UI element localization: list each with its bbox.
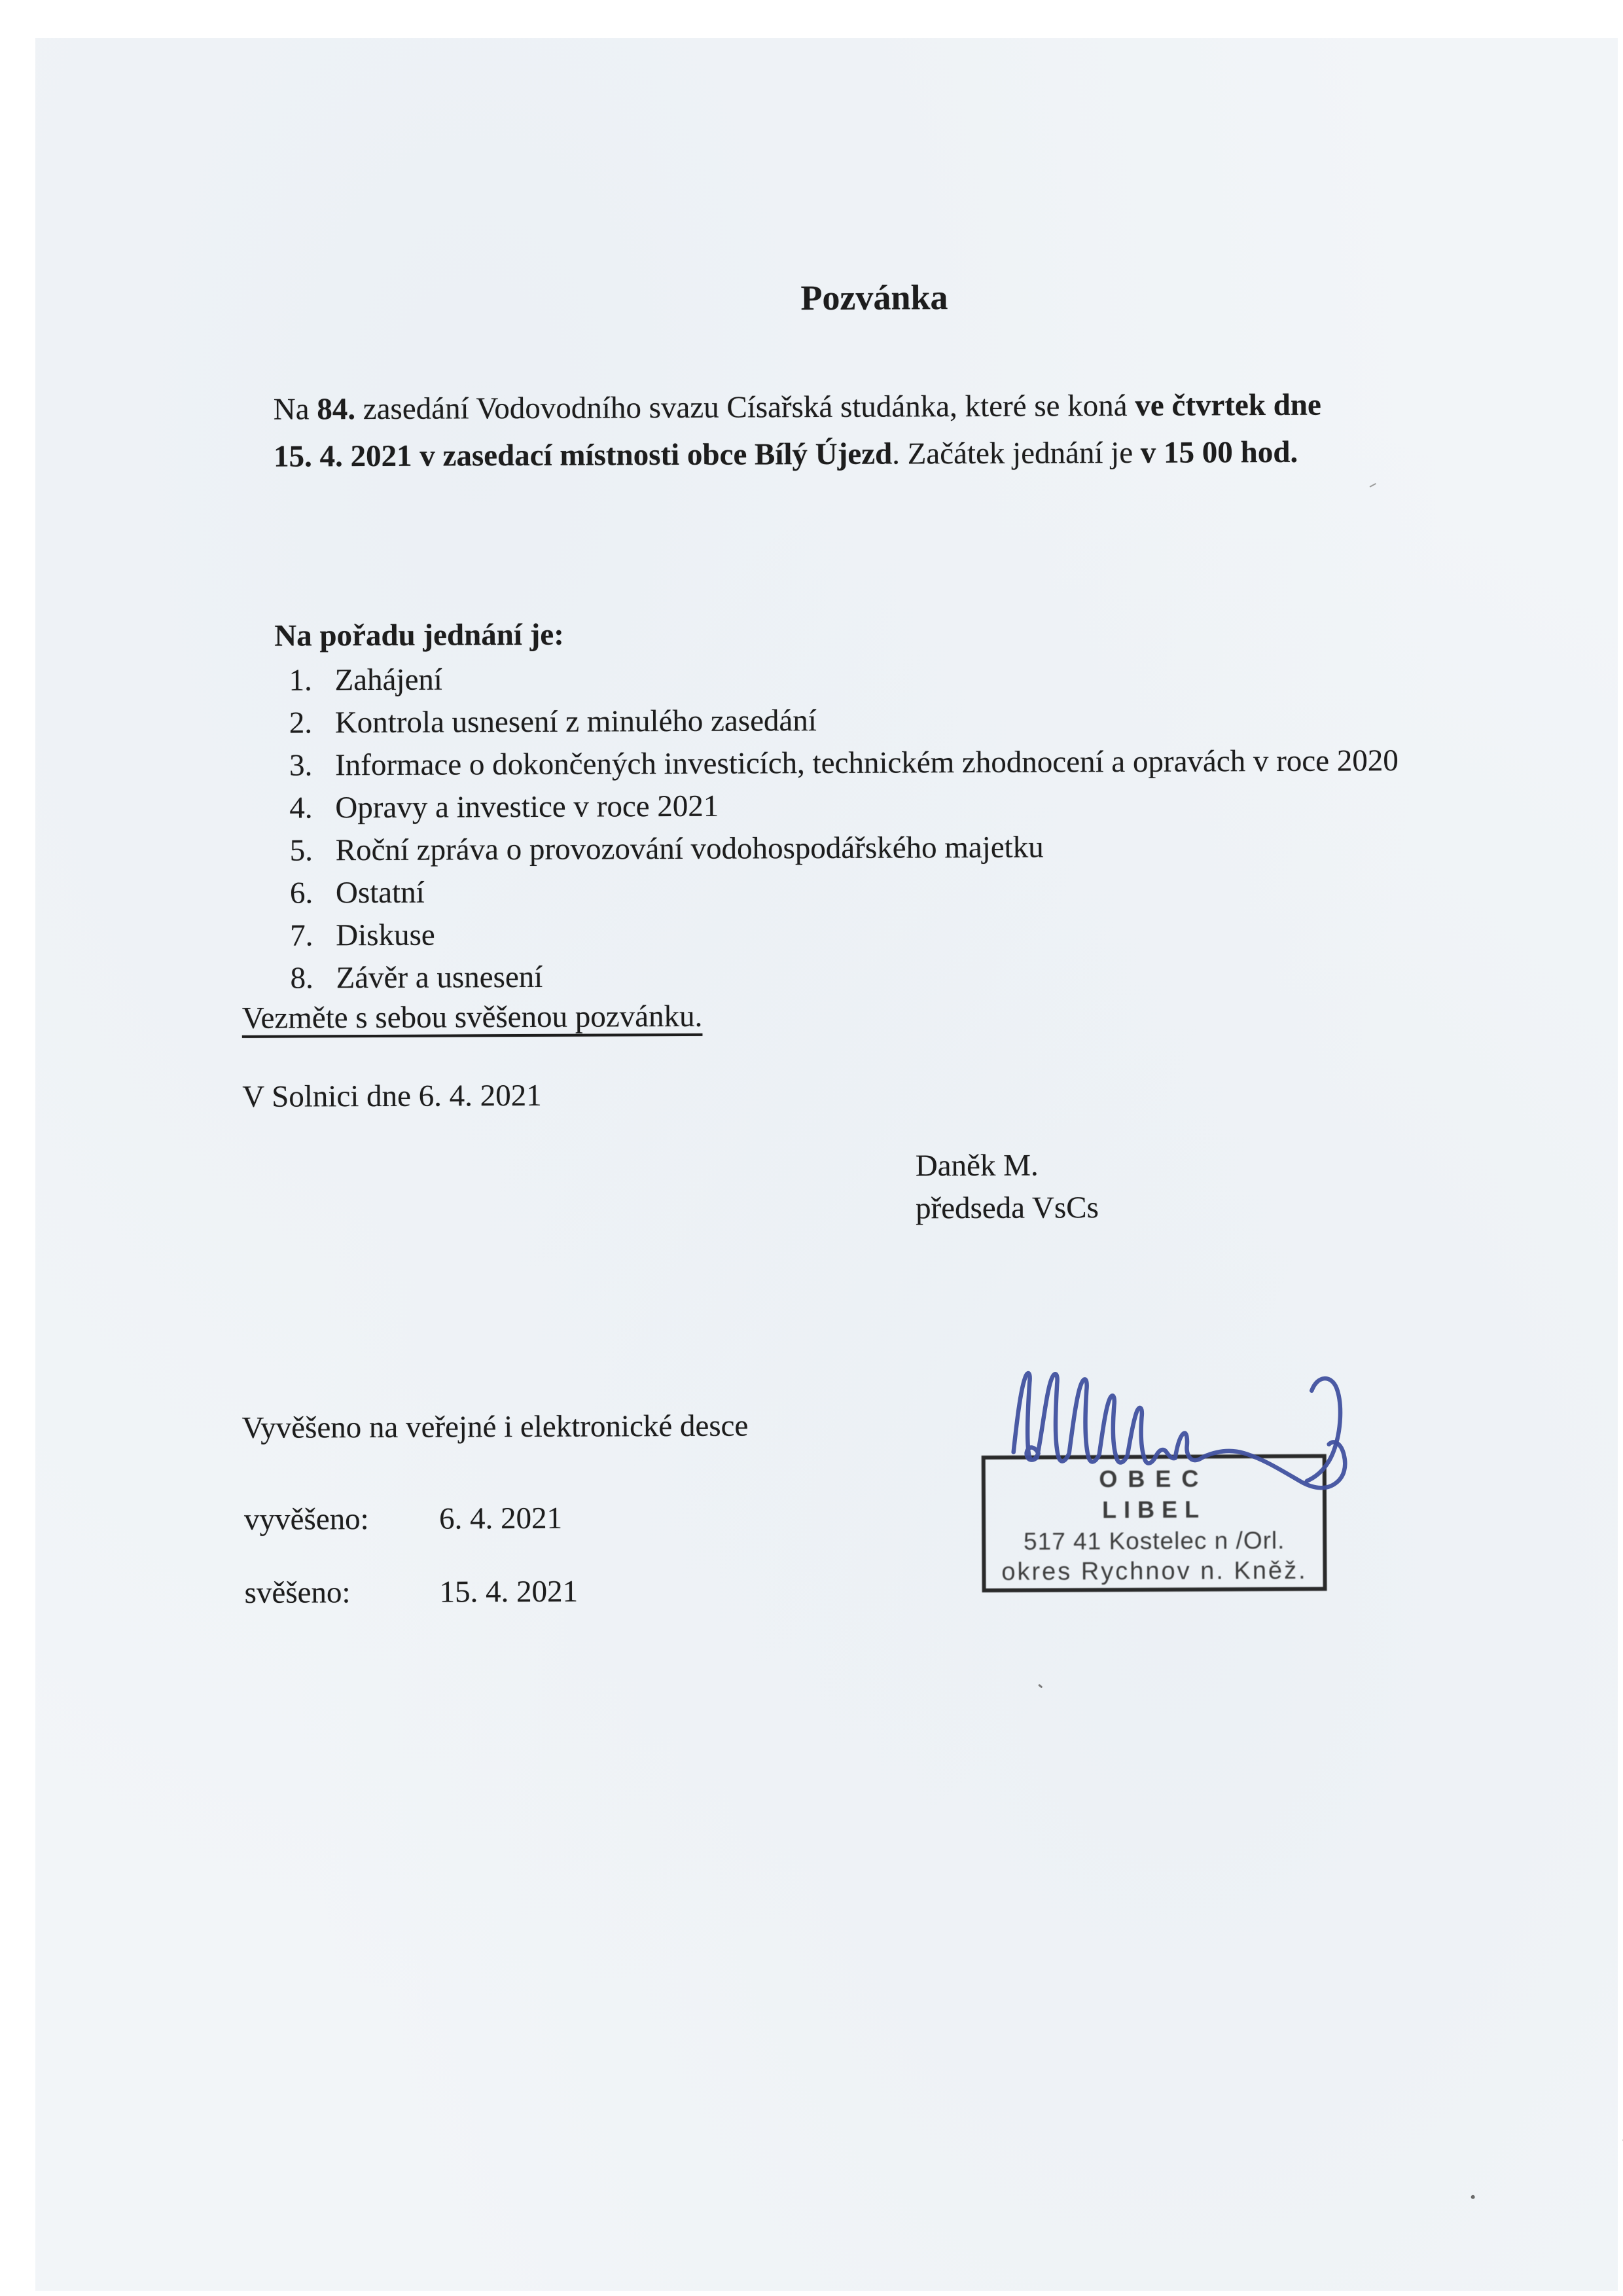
stamp-line-obec: OBEC xyxy=(1099,1465,1209,1493)
agenda-item-label: Roční zpráva o provozování vodohospodářského majetku xyxy=(335,830,1044,868)
agenda-heading: Na pořadu jednání je: xyxy=(274,617,564,653)
agenda-item-4 xyxy=(289,785,719,829)
signature-hook-stroke xyxy=(1306,1378,1340,1481)
agenda-item-number: 5. xyxy=(289,833,313,868)
removed-label: svěšeno: xyxy=(244,1575,351,1610)
removed-date: 15. 4. 2021 xyxy=(439,1574,579,1609)
intro-text: . Začátek jednání je xyxy=(892,435,1141,471)
agenda-item-3 xyxy=(289,740,1399,786)
intro-text-bold: ve čtvrtek dne xyxy=(1135,387,1321,423)
paper-background xyxy=(35,38,1618,2291)
agenda-item-number: 7. xyxy=(290,918,313,953)
agenda-item-label: Diskuse xyxy=(336,918,435,953)
agenda-item-number: 4. xyxy=(289,791,313,825)
scan-speck xyxy=(1038,1684,1043,1689)
intro-text-bold: v 15 00 hod. xyxy=(1140,435,1298,470)
intro-line-2 xyxy=(274,429,1321,480)
agenda-item-label: Závěr a usnesení xyxy=(336,960,543,996)
agenda-item-label: Ostatní xyxy=(335,875,425,910)
agenda-item-number: 8. xyxy=(290,961,313,996)
agenda-item-label: Informace o dokončených investicích, technickém zhodnocení a opravách v roce 2020 xyxy=(334,744,1399,783)
intro-text: zasedání Vodovodního svazu Císařská studánka, které se koná xyxy=(355,388,1135,427)
agenda-item-label: Kontrola usnesení z minulého zasedání xyxy=(334,704,817,740)
signature-main-stroke xyxy=(1013,1372,1345,1489)
signatory-role: předseda VsCs xyxy=(915,1191,1099,1226)
intro-text-bold: 15. 4. 2021 v zasedací místnosti obce Bílý Újezd xyxy=(273,437,893,474)
place-date: V Solnici dne 6. 4. 2021 xyxy=(242,1078,542,1114)
posting-notice: Vyvěšeno na veřejné i elektronické desce xyxy=(241,1408,749,1445)
intro-text-bold: 84. xyxy=(317,392,356,427)
agenda-item-5 xyxy=(290,827,1044,872)
agenda-item-6 xyxy=(290,872,425,914)
agenda-item-8 xyxy=(290,956,543,999)
bring-note: Vezměte s sebou svěšenou pozvánku. xyxy=(241,999,703,1035)
intro-line-1 xyxy=(274,382,1321,433)
intro-text: Na xyxy=(273,392,317,427)
agenda-item-number: 6. xyxy=(289,876,313,910)
signatory-name: Daněk M. xyxy=(915,1148,1039,1183)
intro-paragraph xyxy=(274,382,1322,480)
document-content xyxy=(31,35,1623,2295)
agenda-item-label: Zahájení xyxy=(334,662,443,698)
agenda-item-number: 1. xyxy=(289,663,312,698)
agenda-item-number: 2. xyxy=(289,706,313,740)
posted-label: vyvěšeno: xyxy=(243,1502,369,1537)
stamp-line-district: okres Rychnov n. Kněž. xyxy=(1001,1556,1308,1586)
stamp-line-address: 517 41 Kostelec n /Orl. xyxy=(1023,1526,1285,1555)
document-title: Pozvánka xyxy=(800,278,948,318)
agenda-item-2 xyxy=(289,700,817,744)
agenda-item-7 xyxy=(290,914,435,957)
agenda-item-number: 3. xyxy=(289,748,313,783)
posted-date: 6. 4. 2021 xyxy=(438,1501,563,1536)
signature-ink xyxy=(1007,1352,1354,1498)
scan-speck xyxy=(1471,2195,1475,2199)
scan-speck xyxy=(1369,483,1376,488)
agenda-item-1 xyxy=(289,659,442,702)
stamp-line-libel: LIBEL xyxy=(1101,1496,1207,1524)
agenda-item-label: Opravy a investice v roce 2021 xyxy=(335,789,719,825)
